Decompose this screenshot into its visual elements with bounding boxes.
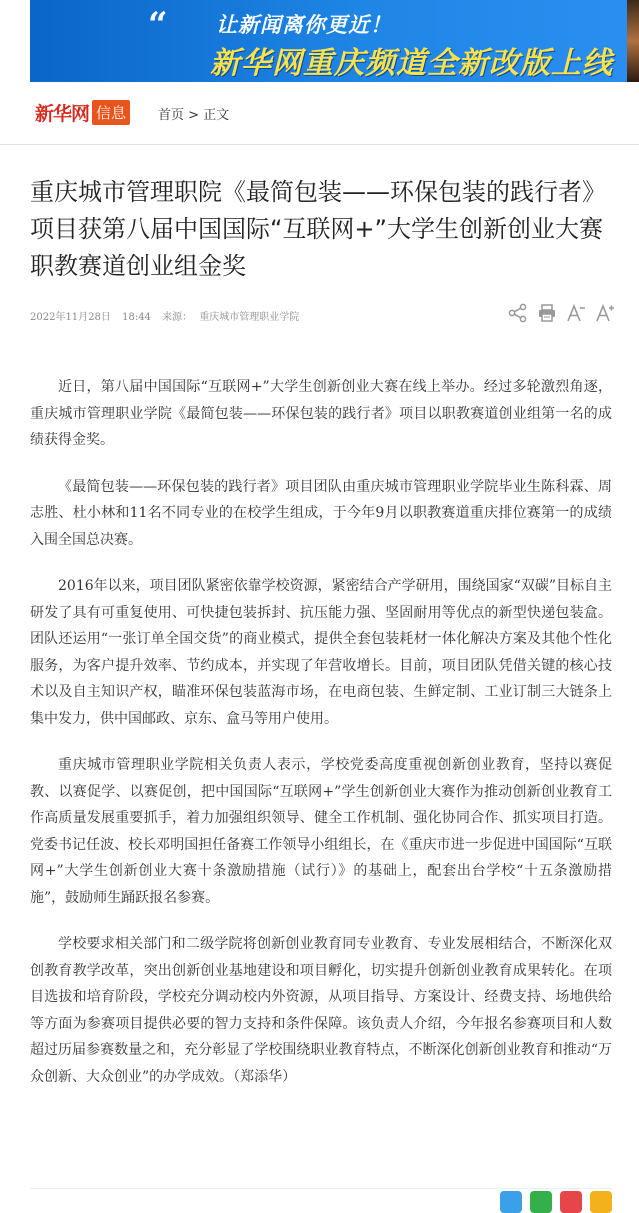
paragraph: 学校要求相关部门和二级学院将创新创业教育同专业教育、专业发展相结合，不断深化双创教育教学改革，突出创新创业基地建设和项目孵化，切实提升创新创业教育成果转化。在项目选拔和培育阶段，学校充分调动校内外资源，从项目指导、方案设计、经费支持、场地供给等方面为参赛项目提供必要的智力支持和条件保障。该负责人介绍，今年报名参赛项目和人数超过历届参赛数量之和，充分彰显了学校围绕职业教育特点，不断深化创新创业教育和推动“万众创新、大众创业”的办学成效。（郑添华） xyxy=(30,936,612,1085)
article-date: 2022年11月28日 xyxy=(30,312,111,323)
share-weibo-icon[interactable] xyxy=(560,1191,582,1213)
share-qq-icon[interactable] xyxy=(590,1191,612,1213)
share-qzone-icon[interactable] xyxy=(500,1191,522,1213)
breadcrumb-current: 正文 xyxy=(203,108,230,123)
article-source: 重庆城市管理职业学院 xyxy=(199,312,300,323)
source-label: 来源： xyxy=(162,312,193,323)
share-wechat-icon[interactable] xyxy=(530,1191,552,1213)
banner-slogan: 让新闻离你更近！ xyxy=(216,13,392,37)
paragraph: 《最简包装——环保包装的践行者》项目团队由重庆城市管理职业学院毕业生陈科霖、周志胜、杜小林和11名不同专业的在校学生组成，于今年9月以职教赛道重庆排位赛第一的成绩入围全国总决赛。 xyxy=(30,478,612,548)
logo-sub: 信息 xyxy=(92,100,130,125)
breadcrumb xyxy=(158,104,229,123)
print-icon[interactable] xyxy=(537,303,557,323)
font-decrease-icon[interactable] xyxy=(566,303,586,323)
article-meta xyxy=(30,308,307,323)
banner-edge-decoration xyxy=(627,0,639,82)
banner-headline: 新华网重庆频道全新改版上线 xyxy=(210,46,613,81)
article-title: 重庆城市管理职院《最简包装——环保包装的践行者》项目获第八届中国国际“互联网+”大学生创新创业大赛职教赛道创业组金奖 xyxy=(30,178,606,280)
quote-mark-icon: “ xyxy=(148,5,168,45)
share-bar xyxy=(500,1191,612,1213)
article-time: 18:44 xyxy=(122,312,151,323)
font-increase-icon[interactable] xyxy=(595,303,615,323)
breadcrumb-home-link[interactable]: 首页 xyxy=(158,108,185,123)
paragraph: 重庆城市管理职业学院相关负责人表示，学校党委高度重视创新创业教育，坚持以赛促教、以赛促学、以赛促创，把中国国际“互联网+”学生创新创业大赛作为推动创新创业教育工作高质量发展重要抓手，着力加强组织领导、健全工作机制、强化协同合作、抓实项目打造。党委书记任波、校长邓明国担任备赛工作领导小组组长，在《重庆市进一步促进中国国际“互联网+”大学生创新创业大赛十条激励措施（试行）》的基础上，配套出台学校“十五条激励措施”，鼓励师生踊跃报名参赛。 xyxy=(30,757,612,906)
article-body xyxy=(30,374,612,1110)
top-banner[interactable] xyxy=(30,0,639,82)
xinhua-logo[interactable] xyxy=(35,99,130,125)
article-tools xyxy=(508,300,615,326)
article-footer xyxy=(30,1188,612,1200)
logo-main: 新华网 xyxy=(35,102,90,125)
breadcrumb-separator: > xyxy=(188,108,200,123)
paragraph: 近日，第八届中国国际“互联网+”大学生创新创业大赛在线上举办。经过多轮激烈角逐，重庆城市管理职业学院《最简包装——环保包装的践行者》项目以职教赛道创业组第一名的成绩获得金奖。 xyxy=(30,379,612,448)
share-icon[interactable] xyxy=(508,303,528,323)
paragraph: 2016年以来，项目团队紧密依靠学校资源，紧密结合产学研用，围绕国家“双碳”目标自主研发了具有可重复使用、可快捷包装拆封、抗压能力强、坚固耐用等优点的新型快递包装盒。团队还运用“一张订单全国交货”的商业模式，提供全套包装耗材一体化解决方案及其他个性化服务，为客户提升效率、节约成本，并实现了年营收增长。目前，项目团队凭借关键的核心技术以及自主知识产权，瞄准环保包装蓝海市场，在电商包装、生鲜定制、工业订制三大链条上集中发力，供中国邮政、京东、盒马等用户使用。 xyxy=(30,578,612,727)
